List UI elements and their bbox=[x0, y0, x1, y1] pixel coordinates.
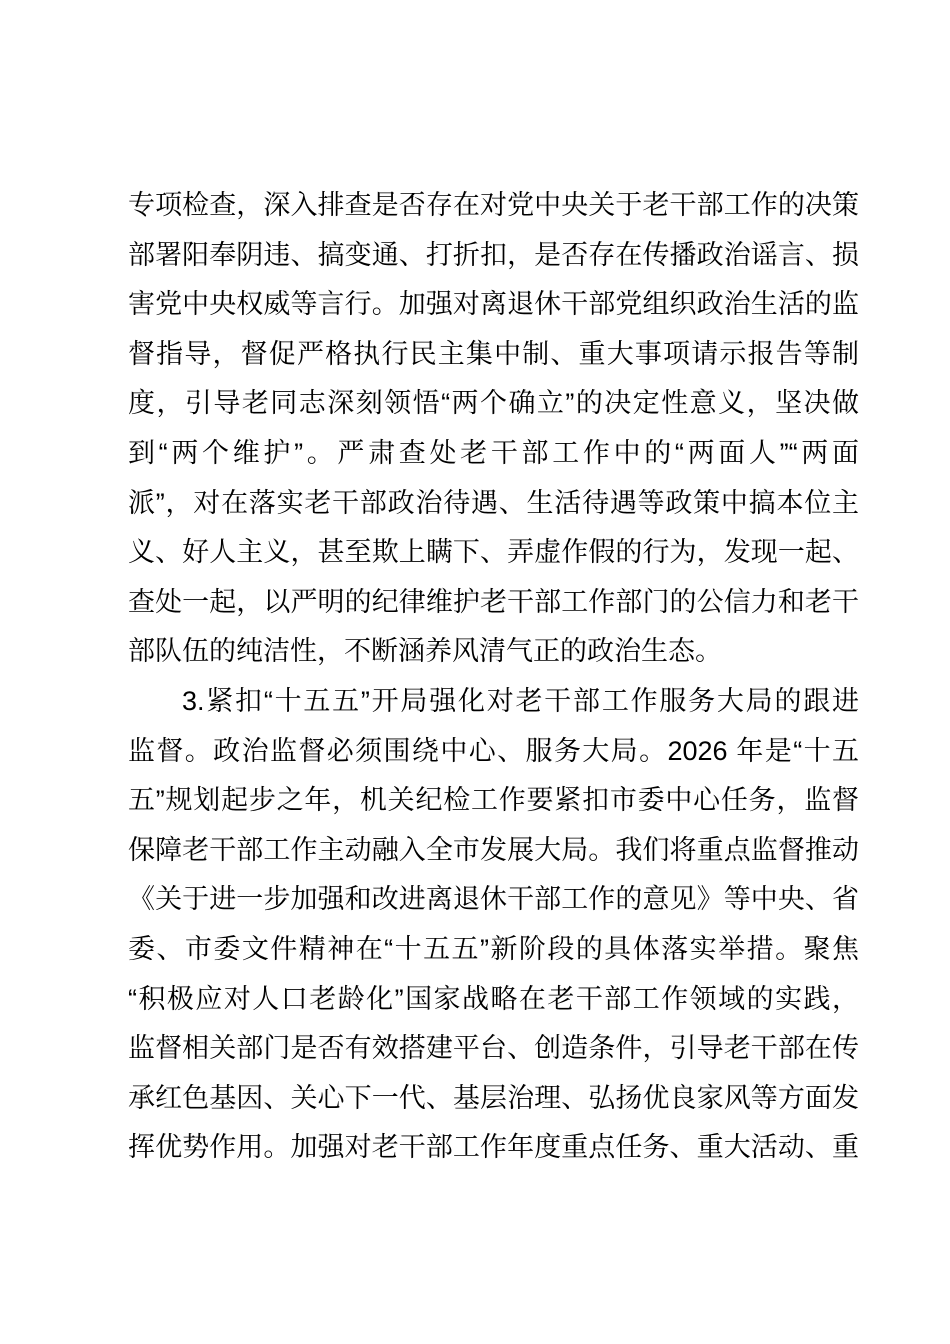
text-line: 保障老干部工作主动融入全市发展大局。我们将重点监督推动 bbox=[128, 834, 859, 865]
text-line: 专项检查，深入排查是否存在对党中央关于老干部工作的决策 bbox=[128, 190, 859, 220]
text-line: 监督。政治监督必须围绕中心、服务大局。2026 年是“十五 bbox=[128, 735, 859, 766]
text-line: 督指导，督促严格执行民主集中制、重大事项请示报告等制 bbox=[128, 338, 859, 369]
text-line-paragraph-start: 3.紧扣“十五五”开局强化对老干部工作服务大局的跟进 bbox=[182, 685, 859, 716]
text-line: 度，引导老同志深刻领悟“两个确立”的决定性意义，坚决做 bbox=[128, 388, 859, 419]
text-line: 害党中央权威等言行。加强对离退休干部党组织政治生活的监 bbox=[128, 289, 859, 320]
text-line: 《关于进一步加强和改进离退休干部工作的意见》等中央、省 bbox=[128, 884, 859, 915]
text-line: 监督相关部门是否有效搭建平台、创造条件，引导老干部在传 bbox=[128, 1033, 859, 1064]
text-line: 查处一起，以严明的纪律维护老干部工作部门的公信力和老干 bbox=[128, 586, 859, 617]
text-line: 五”规划起步之年，机关纪检工作要紧扣市委中心任务，监督 bbox=[128, 785, 859, 816]
text-line: 委、市委文件精神在“十五五”新阶段的具体落实举措。聚焦 bbox=[128, 933, 859, 964]
text-line: 承红色基因、关心下一代、基层治理、弘扬优良家风等方面发 bbox=[128, 1082, 859, 1113]
text-line: 部署阳奉阴违、搞变通、打折扣，是否存在传播政治谣言、损 bbox=[128, 239, 859, 270]
document-text-block bbox=[128, 181, 859, 1173]
text-line: 义、好人主义，甚至欺上瞒下、弄虚作假的行为，发现一起、 bbox=[128, 537, 859, 568]
text-line-paragraph-end: 部队伍的纯洁性，不断涵养风清气正的政治生态。 bbox=[128, 636, 722, 667]
text-line: 派”，对在落实老干部政治待遇、生活待遇等政策中搞本位主 bbox=[128, 487, 859, 518]
text-line: “积极应对人口老龄化”国家战略在老干部工作领域的实践， bbox=[128, 983, 859, 1014]
text-line: 挥优势作用。加强对老干部工作年度重点任务、重大活动、重 bbox=[128, 1132, 859, 1163]
text-line: 到“两个维护”。严肃查处老干部工作中的“两面人”“两面 bbox=[128, 437, 859, 468]
